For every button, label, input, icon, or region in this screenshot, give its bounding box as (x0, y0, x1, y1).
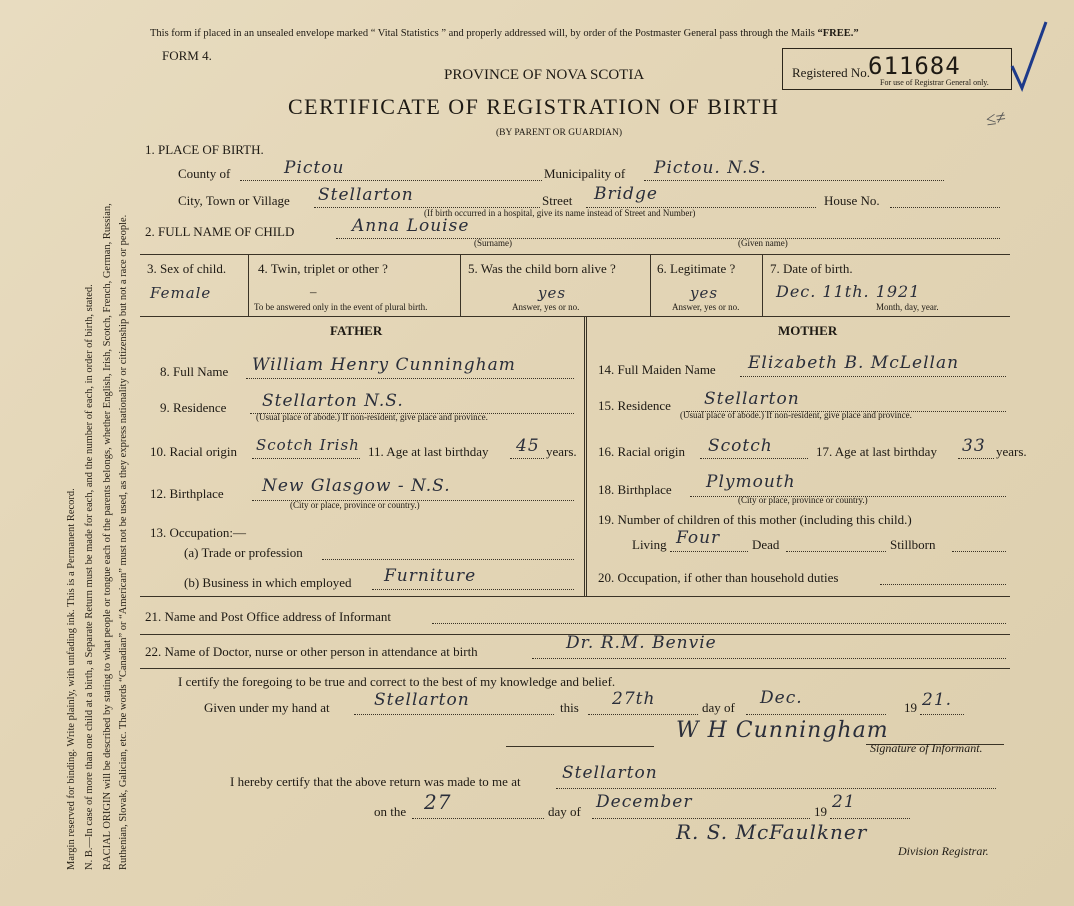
margin-note-racial-1: RACIAL ORIGIN will be described by stating to what people or tongue each of the parents belongs, whether English, Irish, Scotch, French, German, Russian, (102, 203, 113, 870)
city-value: Stellarton (318, 185, 414, 205)
mother-residence-note: (Usual place of abode.) If non-resident, give place and province. (680, 410, 912, 420)
business-value: Furniture (384, 566, 477, 586)
margin-note-racial-2: Ruthenian, Slovak, Galician, etc. The words “Canadian” or “American” must not be used, as they express nationality or citizenship but not a race or people. (118, 214, 129, 870)
father-name-value: William Henry Cunningham (252, 355, 516, 375)
given-place-value: Stellarton (374, 690, 470, 710)
mother-age-label: 17. Age at last birthday (816, 444, 937, 459)
house-number-label: House No. (824, 193, 880, 208)
registered-note: For use of Registrar General only. (880, 78, 989, 87)
mailing-note (150, 28, 859, 39)
legitimate-note: Answer, yes or no. (672, 302, 740, 312)
street-value: Bridge (594, 184, 658, 204)
mother-birthplace-value: Plymouth (706, 472, 796, 492)
mother-name-value: Elizabeth B. McLellan (748, 353, 960, 373)
registrar-year-value: 21 (832, 792, 856, 812)
row3-bottom-line (140, 316, 1010, 317)
trade-label: (a) Trade or profession (184, 545, 303, 560)
alive-value: yes (538, 284, 567, 302)
father-residence-note: (Usual place of abode.) If non-resident, give place and province. (256, 412, 488, 422)
twin-dash: – (310, 284, 317, 299)
father-age-value: 45 (516, 436, 540, 456)
mother-years-label: years. (996, 444, 1027, 459)
free-label: “FREE.” (817, 28, 859, 39)
mother-occupation-label: 20. Occupation, if other than household duties (598, 570, 839, 585)
certify-day-value: 27th (612, 689, 656, 709)
father-heading: FATHER (330, 323, 383, 338)
father-birthplace-value: New Glasgow - N.S. (262, 476, 451, 496)
given-name-note: (Given name) (738, 238, 788, 248)
dob-value: Dec. 11th. 1921 (776, 282, 921, 301)
certify-month-value: Dec. (760, 688, 803, 708)
child-name-value: Anna Louise (352, 216, 470, 236)
certificate-title: CERTIFICATE OF REGISTRATION OF BIRTH (288, 94, 780, 119)
registrar-statement: I hereby certify that the above return was made to me at (230, 774, 521, 789)
registrar-month-value: December (596, 792, 693, 812)
informant-label: 21. Name and Post Office address of Informant (145, 609, 391, 624)
father-age-label: 11. Age at last birthday (368, 444, 489, 459)
father-name-label: 8. Full Name (160, 364, 229, 379)
certify-year-prefix: 19 (904, 700, 917, 715)
surname-note: (Surname) (474, 238, 512, 248)
living-label: Living (632, 537, 667, 552)
mother-residence-label: 15. Residence (598, 398, 671, 413)
dob-label: 7. Date of birth. (770, 261, 853, 276)
mother-racial-value: Scotch (708, 436, 773, 456)
parents-bottom-line (140, 596, 1010, 597)
twin-note: To be answered only in the event of plural birth. (254, 302, 428, 312)
sex-label: 3. Sex of child. (147, 261, 227, 276)
registered-number: 611684 (868, 52, 961, 80)
certify-year-value: 21. (922, 690, 953, 710)
on-the-label: on the (374, 804, 407, 819)
mother-birthplace-label: 18. Birthplace (598, 482, 672, 497)
father-years-label: years. (546, 444, 577, 459)
legitimate-value: yes (690, 284, 719, 302)
registrar-day-of-label: day of (548, 804, 581, 819)
registrar-day-value: 27 (424, 790, 452, 814)
form-number: FORM 4. (162, 48, 212, 63)
mailing-note-text: This form if placed in an unsealed envelope marked “ Vital Statistics ” and properly addressed will, by order of the Postmaster General pass through the Mails (150, 28, 815, 39)
registrar-place-value: Stellarton (562, 763, 658, 783)
registrar-title: Division Registrar. (898, 844, 989, 858)
business-label: (b) Business in which employed (184, 575, 352, 590)
given-label: Given under my hand at (204, 700, 330, 715)
dob-note: Month, day, year. (876, 302, 939, 312)
registrar-signature: R. S. McFaulkner (676, 820, 868, 844)
mother-age-value: 33 (962, 436, 986, 456)
column-divider (584, 316, 587, 596)
father-birthplace-label: 12. Birthplace (150, 486, 224, 501)
county-label: County of (178, 166, 231, 181)
alive-label: 5. Was the child born alive ? (468, 261, 616, 276)
province-title: PROVINCE OF NOVA SCOTIA (444, 67, 645, 83)
municipality-label: Municipality of (544, 166, 626, 181)
twin-label: 4. Twin, triplet or other ? (258, 261, 388, 276)
margin-pen-mark: ≤≠ (984, 106, 1007, 130)
row3-top-line (140, 254, 1010, 255)
father-racial-label: 10. Racial origin (150, 444, 238, 459)
father-racial-value: Scotch Irish (256, 436, 360, 454)
sex-value: Female (150, 284, 212, 302)
separator-line (506, 746, 654, 747)
informant-signature-label: Signature of Informant. (870, 741, 983, 755)
mother-children-label: 19. Number of children of this mother (including this child.) (598, 512, 912, 527)
this-label: this (560, 700, 579, 715)
mother-name-label: 14. Full Maiden Name (598, 362, 716, 377)
father-residence-value: Stellarton N.S. (262, 391, 404, 411)
county-value: Pictou (284, 158, 345, 178)
mother-birthplace-note: (City or place, province or country.) (738, 495, 868, 505)
mother-racial-label: 16. Racial origin (598, 444, 686, 459)
informant-signature: W H Cunningham (676, 718, 889, 743)
certify-day-of-label: day of (702, 700, 735, 715)
hospital-note: (If birth occurred in a hospital, give its name instead of Street and Number) (424, 208, 696, 218)
child-name-label: 2. FULL NAME OF CHILD (145, 224, 295, 239)
dead-label: Dead (752, 537, 780, 552)
legitimate-label: 6. Legitimate ? (657, 261, 736, 276)
margin-note-nb: N. B.—In case of more than one child at a birth, a Separate Return must be made for each, and the number of each, in order of birth, stated. (84, 284, 95, 870)
checkmark-icon (1008, 18, 1048, 92)
municipality-value: Pictou. N.S. (654, 158, 767, 178)
doctor-value: Dr. R.M. Benvie (566, 633, 717, 653)
living-value: Four (676, 528, 721, 548)
alive-note: Answer, yes or no. (512, 302, 580, 312)
father-residence-label: 9. Residence (160, 400, 227, 415)
stillborn-label: Stillborn (890, 537, 936, 552)
father-birthplace-note: (City or place, province or country.) (290, 500, 420, 510)
street-label: Street (542, 193, 573, 208)
city-label: City, Town or Village (178, 193, 290, 208)
registrar-year-prefix: 19 (814, 804, 827, 819)
mother-heading: MOTHER (778, 323, 838, 338)
place-of-birth-heading: 1. PLACE OF BIRTH. (145, 142, 264, 157)
doctor-label: 22. Name of Doctor, nurse or other person in attendance at birth (145, 644, 478, 659)
certify-statement: I certify the foregoing to be true and correct to the best of my knowledge and belief. (178, 674, 616, 689)
margin-note-binding: Margin reserved for binding. Write plainly, with unfading ink. This is a Permanent Record. (66, 488, 77, 870)
certificate-subtitle: (BY PARENT OR GUARDIAN) (496, 128, 623, 138)
registered-label: Registered No. (792, 65, 870, 80)
father-occupation-label: 13. Occupation:— (150, 525, 247, 540)
mother-residence-value: Stellarton (704, 389, 800, 409)
